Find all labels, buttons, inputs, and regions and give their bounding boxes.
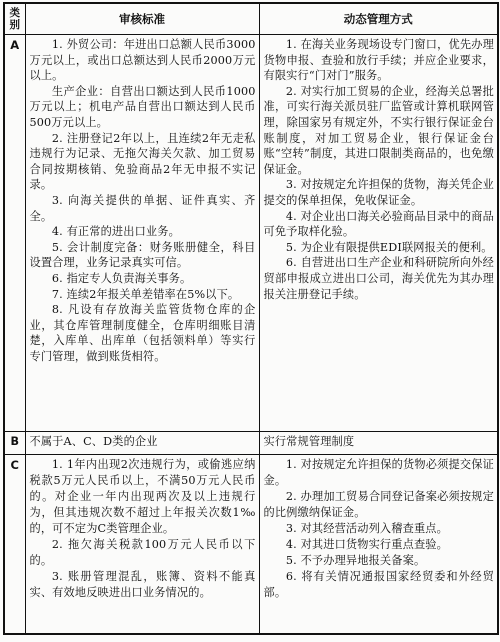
criteria-cell [25,35,259,432]
criteria-item: 8. 凡设有存放海关监管货物仓库的企业，其仓库管理制度健全，仓库明细账目清楚，入库单、出库单（包括领料单）等实行专门管理，做到账货相符。 [29,303,256,363]
management-cell [259,455,498,635]
management-item: 4. 对企业出口海关必验商品目录中的商品可免予取样化验。 [263,209,494,239]
criteria-item: 2. 拖欠海关税款100万元人民币以下的。 [29,538,256,567]
row-label: C [4,455,25,635]
table-header-row [4,3,498,35]
criteria-item: 5. 会计制度完备：财务账册健全，科目设置合理，业务记录真实可信。 [29,240,256,270]
header-category: 类别 [4,3,25,35]
criteria-item: 2. 注册登记2年以上，且连续2年无走私违规行为记录、无拖欠海关欠款、加工贸易合同按期核销、免验商品2年无申报不实记录。 [29,131,256,192]
criteria-item: 6. 指定专人负责海关事务。 [51,271,192,285]
criteria-item: 3. 向海关提供的单据、证件真实、齐全。 [29,193,256,223]
row-label: B [4,432,25,455]
management-item: 2. 办理加工贸易合同登记备案必须按规定的比例缴纳保证金。 [263,490,494,519]
table-row-a [4,35,498,432]
management-item: 6. 将有关情况通报国家经贸委和外经贸部。 [263,570,494,599]
header-management: 动态管理方式 [259,3,498,35]
criteria-item: 4. 有正常的进出口业务。 [51,225,180,239]
criteria-cell [25,455,259,635]
management-cell [259,35,498,432]
management-item: 1. 对按规定允许担保的货物必须提交保证金。 [263,458,494,487]
management-item: 3. 对按规定允许担保的货物，海关凭企业提交的保单担保，免收保证金。 [263,178,494,207]
management-item: 实行常规管理制度 [263,435,355,448]
criteria-item: 不属于A、C、D类的企业 [29,435,158,448]
criteria-item: 1. 外贸公司：年进出口总额人民币3000万元以上，或出口总额达到人民币2000万元以上。 [29,38,256,83]
management-item: 3. 对其经营活动列入稽查重点。 [285,522,448,535]
enterprise-classification-table [3,2,499,635]
criteria-item: 1. 1年内出现2次违规行为，或偷逃应纳税款5万元人民币以上，不满50万元人民币的。对企业一年内出现两次及以上违规行为，但其违规次数不超过上年报关次数1‰的，可不定为C类管理企业。 [29,458,256,535]
criteria-item: 3. 账册管理混乱，账簿、资料不能真实、有效地反映进出口业务情况的。 [29,570,256,599]
management-item: 2. 对实行加工贸易的企业，经海关总署批准，可实行海关派员驻厂监管或计算机联网管理，除国家另有规定外，不实行银行保证金台账制度，对加工贸易企业，银行保证金台账“空转”制度，其进口限制类商品的，也免缴保证金。 [263,84,494,176]
management-item: 6. 自营进出口生产企业和科研院所向外经贸部申报成立进出口公司，海关优先为其办理报关注册登记手续。 [263,256,494,301]
management-item: 1. 在海关业务现场设专门窗口，优先办理货物申报、查验和放行手续；并应企业要求，有限实行“门对门”服务。 [263,38,494,83]
header-criteria: 审核标准 [25,3,259,35]
management-item: 5. 为企业有限提供EDI联网报关的便利。 [285,240,493,254]
criteria-item: 生产企业：自营出口额达到人民币1000万元以上；机电产品自营出口额达到人民币500万元以上。 [29,84,256,129]
management-cell [259,432,498,455]
table-row-c [4,455,498,635]
table-row-b [4,432,498,455]
criteria-item: 7. 连续2年报关单差错率在5%以下。 [51,287,240,301]
management-item: 5. 不予办理异地报关备案。 [285,554,426,567]
criteria-cell [25,432,259,455]
management-item: 4. 对其进口货物实行重点查验。 [285,538,448,551]
row-label: A [4,35,25,432]
